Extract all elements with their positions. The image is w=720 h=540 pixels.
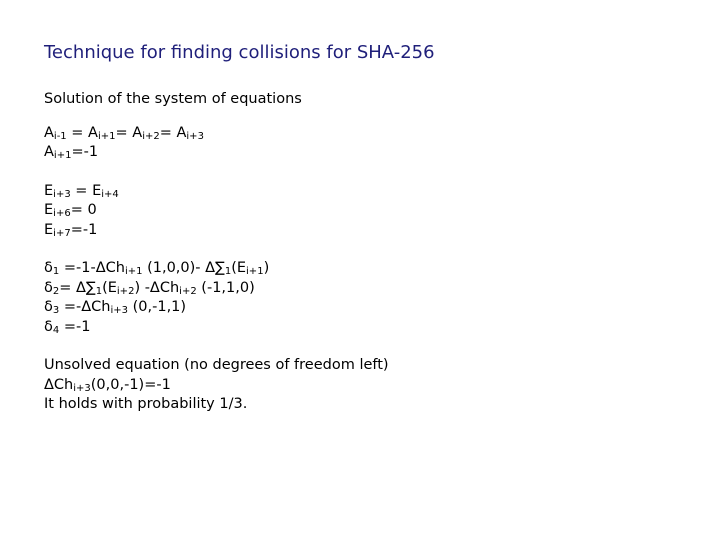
text-segment: δ <box>44 279 53 296</box>
text-segment: (-1,1,0) <box>196 279 255 296</box>
equation-block <box>44 182 389 241</box>
text-segment: =-1 <box>70 221 98 238</box>
text-segment: = A <box>159 124 187 141</box>
text-segment: = E <box>70 182 102 199</box>
text-segment: E <box>44 202 54 218</box>
subscript: i+3 <box>73 382 91 394</box>
text-segment: =-1-ΔCh <box>59 260 125 276</box>
subscript: 1 <box>224 266 232 277</box>
text-segment: = A <box>115 124 143 141</box>
text-segment: δ <box>44 318 53 335</box>
text-segment: A <box>44 124 54 141</box>
subscript: i+2 <box>116 285 135 297</box>
equation-line <box>44 182 389 202</box>
subscript: i+3 <box>186 130 204 142</box>
text-segment: (1,0,0)- Δ∑ <box>142 260 225 276</box>
slide-content <box>44 90 389 434</box>
equation-line <box>44 221 389 241</box>
equation-line <box>44 298 389 318</box>
text-segment: (0,-1,1) <box>128 299 187 315</box>
subscript: i+4 <box>101 188 119 200</box>
text-segment: (E <box>102 279 117 296</box>
text-segment: ) -ΔCh <box>134 279 180 296</box>
subscript: 2 <box>52 285 60 297</box>
text-segment: =-1 <box>59 318 91 335</box>
equation-line <box>44 395 389 415</box>
subscript: i+3 <box>110 305 129 316</box>
text-segment: ΔCh <box>44 376 74 393</box>
equation-line <box>44 259 389 279</box>
equation-line <box>44 143 389 163</box>
subscript: i+6 <box>53 208 71 219</box>
subscript: i+2 <box>179 285 197 297</box>
equation-block <box>44 356 389 415</box>
text-segment: = Δ∑ <box>59 279 96 296</box>
subscript: i-1 <box>53 130 67 142</box>
equation-line <box>44 318 389 338</box>
subscript: i+3 <box>53 188 71 200</box>
subscript: i+7 <box>53 227 71 239</box>
equation-line <box>44 124 389 144</box>
equation-block <box>44 124 389 163</box>
subscript: i+1 <box>246 266 264 277</box>
subscript: 1 <box>95 285 103 297</box>
text-segment: δ <box>44 299 53 315</box>
text-segment: = A <box>66 124 98 141</box>
text-segment: Unsolved equation (no degrees of freedom left) <box>44 357 389 373</box>
equation-blocks <box>44 124 389 415</box>
section-subtitle: Solution of the system of equations <box>44 91 302 107</box>
equation-line <box>44 279 389 299</box>
text-segment: A <box>44 144 54 160</box>
equation-line <box>44 376 389 396</box>
text-segment: E <box>44 221 54 238</box>
subscript: i+1 <box>53 150 72 161</box>
subscript: 4 <box>52 324 60 336</box>
equation-line <box>44 356 389 376</box>
text-segment: It holds with probability 1/3. <box>44 396 248 412</box>
subscript: i+1 <box>97 130 116 142</box>
text-segment: δ <box>44 260 53 276</box>
text-segment: =-1 <box>71 144 99 160</box>
text-segment: (E <box>231 260 247 276</box>
equation-line <box>44 201 389 221</box>
subscript: i+2 <box>142 130 160 142</box>
text-segment: (0,0,-1)=-1 <box>90 376 171 393</box>
equation-block <box>44 259 389 337</box>
text-segment: = 0 <box>70 202 97 218</box>
subscript: 3 <box>52 305 60 316</box>
text-segment: =-ΔCh <box>59 299 111 315</box>
subscript: i+1 <box>124 266 143 277</box>
slide-title: Technique for finding collisions for SHA-256 <box>44 42 435 63</box>
text-segment: ) <box>263 260 270 276</box>
subscript: 1 <box>52 266 60 277</box>
text-segment: E <box>44 182 54 199</box>
